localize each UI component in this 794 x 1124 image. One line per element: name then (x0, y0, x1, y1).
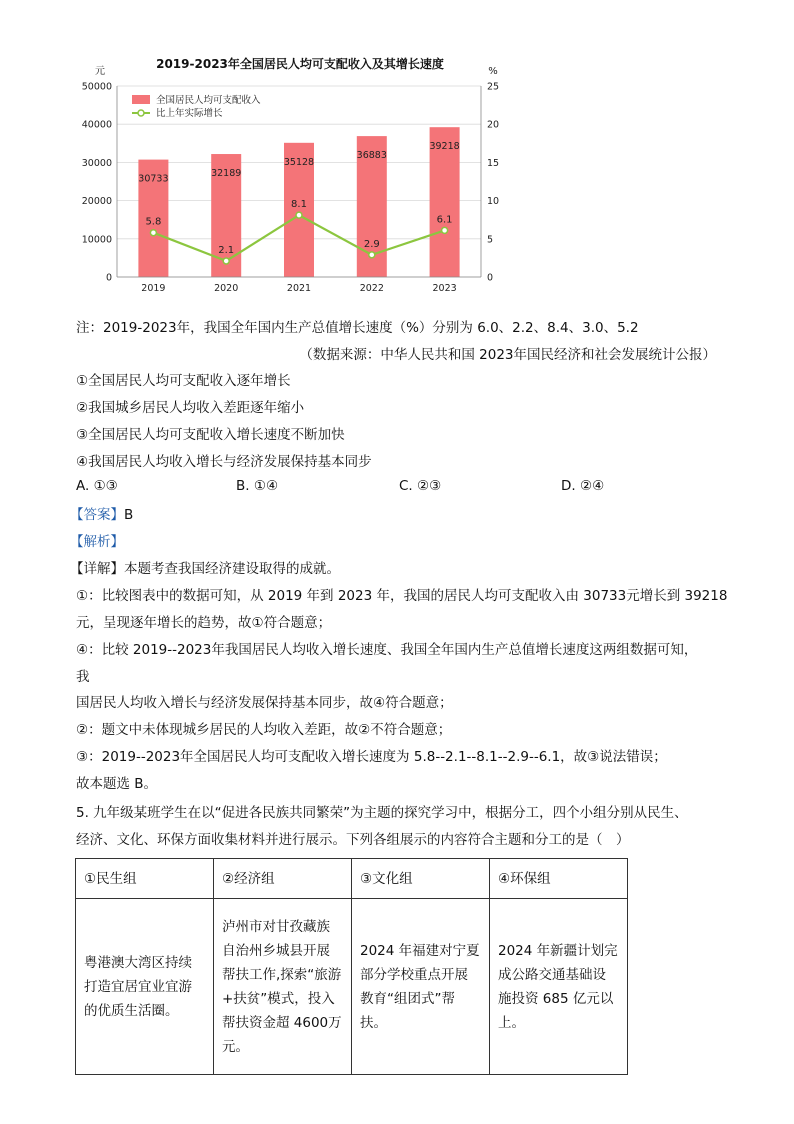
option-b: B. ①④ (236, 478, 279, 494)
detail-line (70, 559, 340, 579)
legend-bar-swatch (132, 95, 150, 104)
growth-value-label: 2.9 (363, 238, 380, 250)
bar-value-label: 39218 (429, 141, 460, 153)
growth-value-label: 6.1 (436, 214, 453, 226)
legend (132, 94, 261, 119)
bar-value-label: 35128 (283, 156, 315, 168)
data-source: （数据来源：中华人民共和国 2023年国民经济和社会发展统计公报） (299, 347, 716, 363)
option-d: D. ②④ (561, 478, 605, 494)
chart-note: 注：2019-2023年，我国全年国内生产总值增长速度（%）分别为 6.0、2.2、8.4、3.0、5.2 (76, 320, 639, 336)
left-axis-unit: 元 (95, 66, 105, 77)
statement-4: ④我国居民人均收入增长与经济发展保持基本同步 (76, 454, 372, 470)
answer-options (76, 478, 716, 498)
growth-value-label: 8.1 (291, 199, 307, 211)
right-tick-label: 5 (487, 234, 494, 246)
table-cell-economy: 泸州市对甘孜藏族自治州乡城县开展帮扶工作,探索“旅游+扶贫”模式，投入帮扶资金超 4600万元。 (214, 899, 352, 1075)
question-5-line-1: 5. 九年级某班学生在以“促进各民族共同繁荣”为主题的探究学习中，根据分工，四个小组分别从民生、 (76, 805, 688, 821)
right-axis-unit: % (488, 66, 498, 77)
left-tick-label: 40000 (81, 119, 112, 131)
table-header-cell: ②经济组 (214, 859, 352, 899)
growth-point (369, 252, 375, 258)
left-tick-label: 20000 (81, 196, 112, 208)
right-tick-label: 25 (487, 81, 500, 93)
bar-value-label: 36883 (356, 150, 387, 162)
right-tick-label: 15 (487, 157, 500, 169)
answer-line (70, 505, 133, 525)
table-header-cell: ①民生组 (76, 859, 214, 899)
analysis-tag: 【解析】 (70, 534, 124, 550)
growth-point (296, 212, 302, 218)
explanation-2a: ④：比较 2019--2023年我国居民人均收入增长速度、我国全年国内生产总值增长速度这两组数据可知， (76, 642, 698, 658)
explanation-3: ②：题文中未体现城乡居民的人均收入差距，故②不符合题意； (76, 722, 452, 738)
bar-value-label: 30733 (138, 173, 169, 185)
left-tick-label: 30000 (81, 157, 112, 169)
left-tick-label: 10000 (81, 234, 112, 246)
growth-point (150, 230, 156, 236)
chart-title: 2019-2023年全国居民人均可支配收入及其增长速度 (156, 57, 444, 71)
legend-line-marker (138, 110, 144, 116)
answer-value: B (124, 507, 134, 523)
detail-intro: 本题考查我国经济建设取得的成就。 (124, 561, 340, 577)
explanation-2c: 国居民人均收入增长与经济发展保持基本同步，故④符合题意； (76, 695, 453, 711)
growth-point (223, 258, 229, 264)
question-5-line-2: 经济、文化、环保方面收集材料并进行展示。下列各组展示的内容符合主题和分工的是（ ） (76, 832, 630, 848)
right-tick-label: 20 (487, 119, 500, 131)
answer-tag: 【答案】 (70, 507, 124, 523)
x-tick-label: 2019 (141, 283, 166, 294)
table-cell-livelihood: 粤港澳大湾区持续打造宜居宜业宜游的优质生活圈。 (76, 899, 214, 1075)
legend-bar-label: 全国居民人均可支配收入 (156, 95, 261, 106)
table-header-row (76, 859, 628, 899)
detail-tag: 【详解】 (70, 561, 124, 577)
bar-value-label: 32189 (211, 168, 242, 180)
right-tick-label: 10 (487, 196, 500, 208)
x-tick-label: 2023 (432, 283, 457, 294)
growth-value-label: 2.1 (218, 244, 235, 256)
x-tick-label: 2022 (359, 283, 384, 294)
right-tick-label: 0 (487, 272, 494, 284)
x-tick-label: 2021 (286, 283, 312, 294)
table-row (76, 899, 628, 1075)
option-a: A. ①③ (76, 478, 118, 494)
analysis-line (70, 532, 124, 552)
explanation-4: ③：2019--2023年全国居民人均可支配收入增长速度为 5.8--2.1--8.1--2.9--6.1，故③说法错误； (76, 749, 667, 765)
table-cell-environment: 2024 年新疆计划完成公路交通基础设施投资 685 亿元以上。 (490, 899, 628, 1075)
option-c: C. ②③ (399, 478, 442, 494)
income-chart (70, 48, 520, 300)
growth-value-label: 5.8 (145, 216, 162, 228)
table-header-cell: ③文化组 (352, 859, 490, 899)
income-chart-svg (70, 48, 520, 300)
question-5-table (75, 858, 628, 1075)
growth-point (442, 227, 448, 233)
x-tick-label: 2020 (214, 283, 239, 294)
statement-1: ①全国居民人均可支配收入逐年增长 (76, 373, 291, 389)
explanation-1b: 元，呈现逐年增长的趋势，故①符合题意； (76, 615, 332, 631)
left-tick-label: 50000 (81, 81, 112, 93)
table-header-cell: ④环保组 (490, 859, 628, 899)
conclusion: 故本题选 B。 (76, 776, 158, 792)
explanation-2b: 我 (76, 669, 90, 685)
explanation-1a: ①：比较图表中的数据可知，从 2019 年到 2023 年，我国的居民人均可支配收入由 30733元增长到 39218 (76, 588, 728, 604)
statement-3: ③全国居民人均可支配收入增长速度不断加快 (76, 427, 345, 443)
statement-2: ②我国城乡居民人均收入差距逐年缩小 (76, 400, 305, 416)
table-cell-culture: 2024 年福建对宁夏部分学校重点开展教育“组团式”帮扶。 (352, 899, 490, 1075)
legend-line-label: 比上年实际增长 (156, 108, 223, 119)
left-tick-label: 0 (105, 272, 112, 284)
